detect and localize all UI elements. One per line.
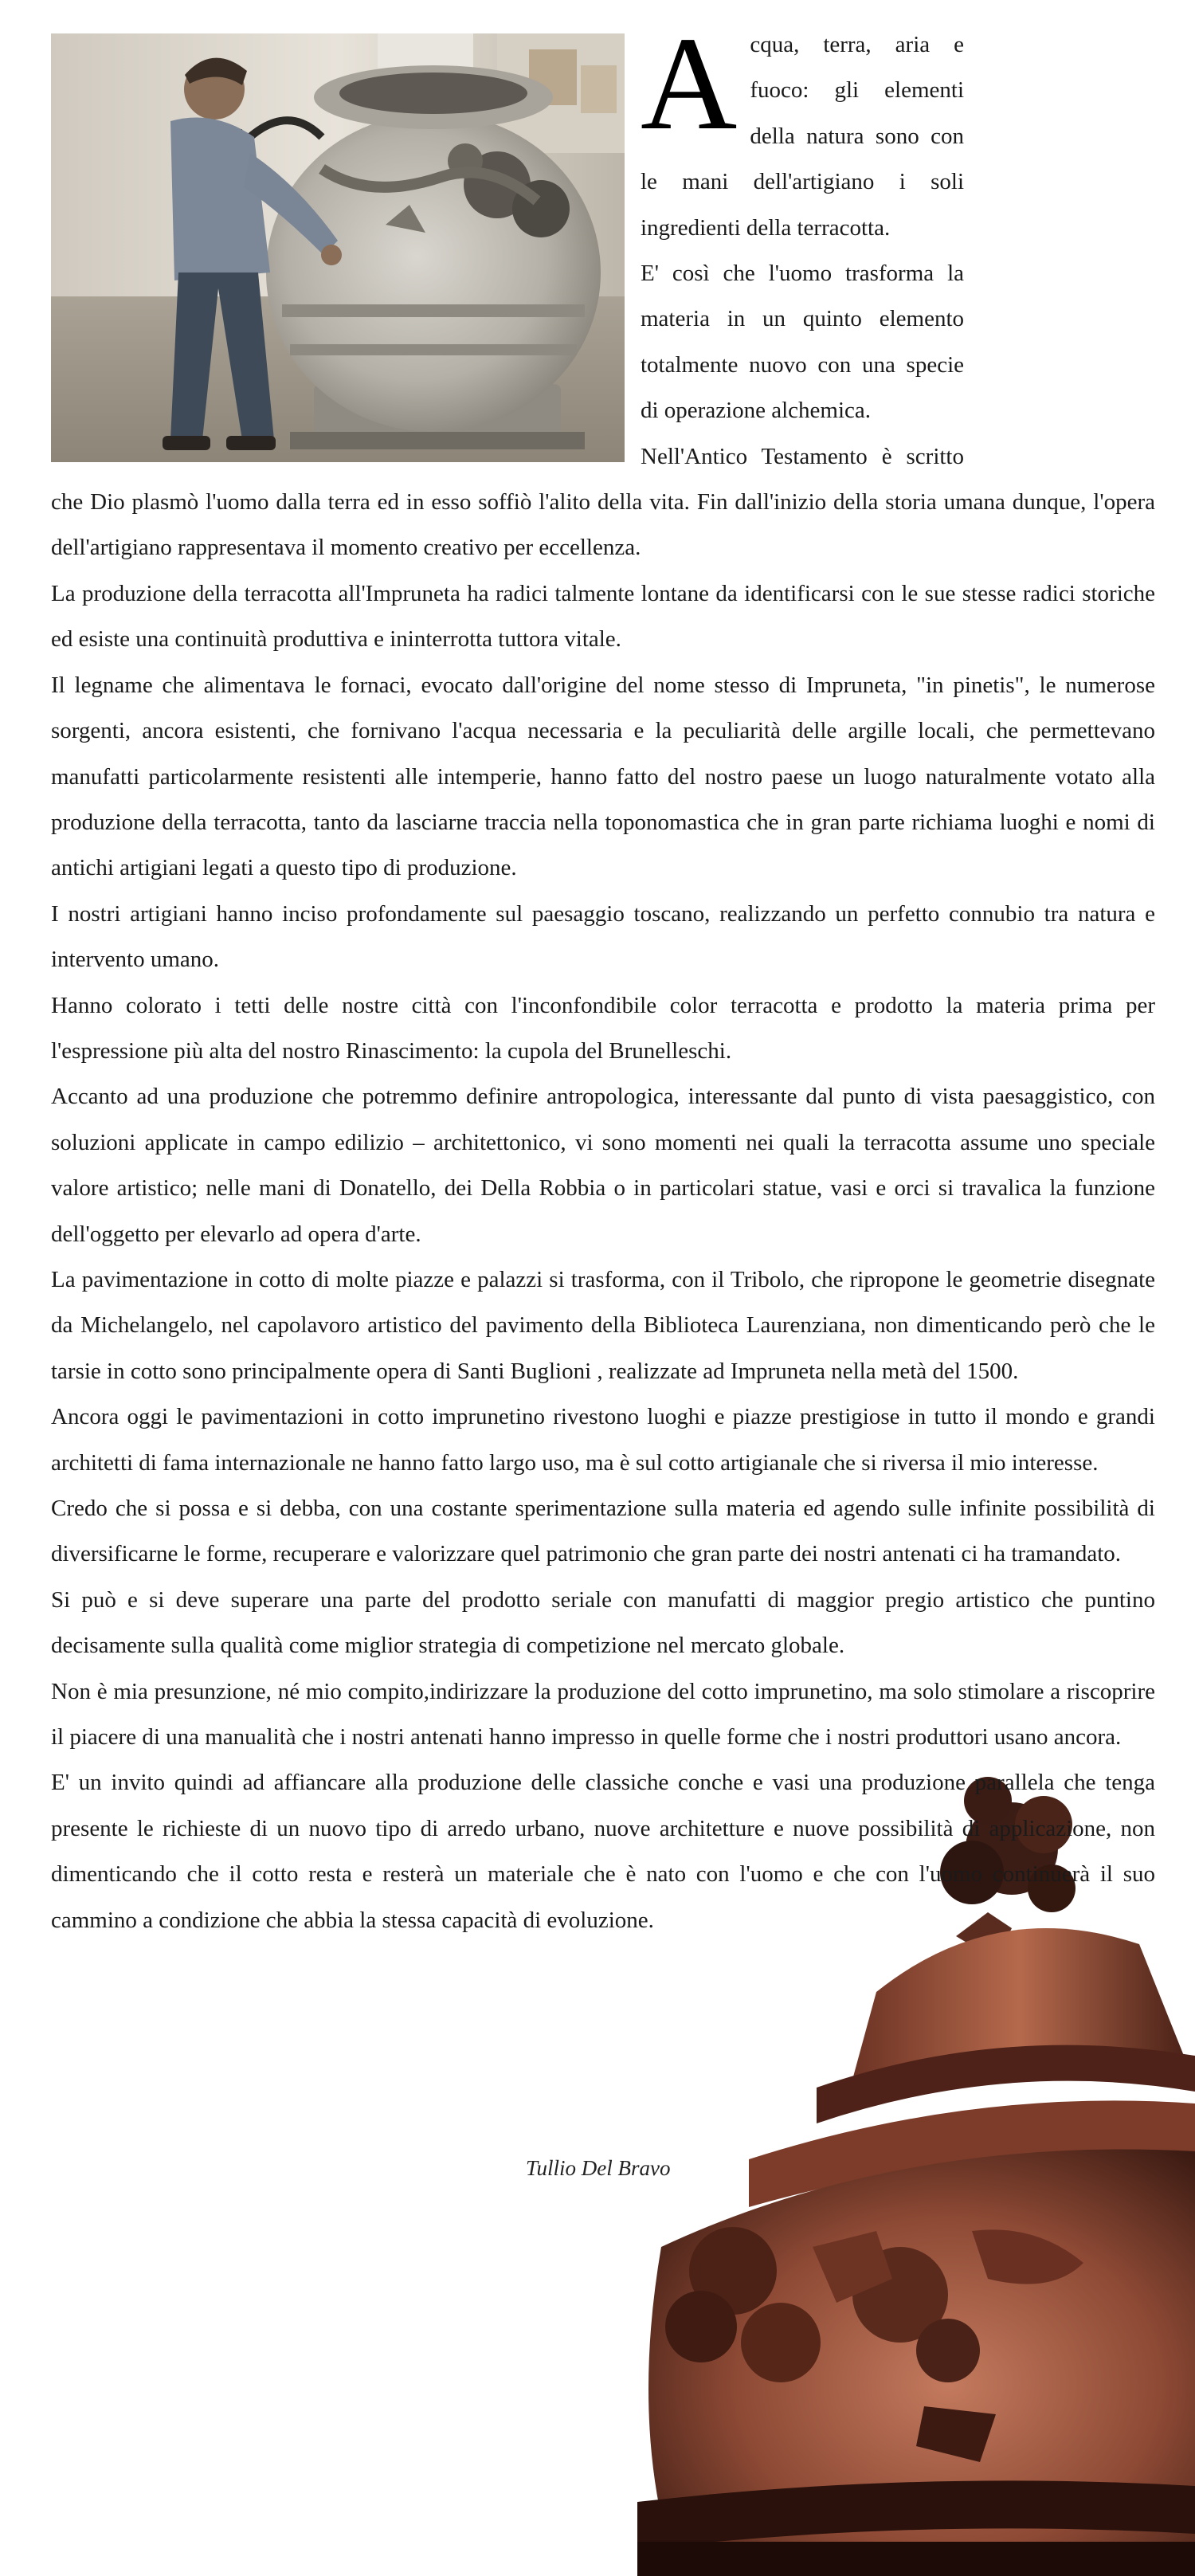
- jar-spacer: [964, 70, 1155, 453]
- paragraph-11: Credo che si possa e si debba, con una costante sperimentazione sulla materia ed agendo sulle infinite possibilità di diversificarne le forme, recuperare e valorizzare quel patrimonio che gran parte dei nostri antenati ci ha tramandato.: [51, 1496, 1155, 1567]
- author-signature: Tullio Del Bravo: [526, 2156, 671, 2180]
- paragraph-1-text: cqua, terra, aria e fuoco: gli elementi della natura sono con le mani dell'artigiano i soli ingredienti della terracotta.: [641, 32, 964, 241]
- article-text: [51, 10, 1155, 1943]
- paragraph-5: Il legname che alimentava le fornaci, evocato dall'origine del nome stesso di Impruneta, "in pinetis", le numerose sorgenti, ancora esistenti, che fornivano l'acqua necessaria e la peculiarità delle argille locali, che permettevano manufatti particolarmente resistenti alle intemperie, hanno fatto del nostro paese un luogo naturalmente votato alla produzione della terracotta, tanto da lasciarne traccia nella toponomastica che in gran parte richiama luoghi e nomi di antichi artigiani legati a questo tipo di produzione.: [51, 672, 1155, 881]
- paragraph-12: Si può e si deve superare una parte del prodotto seriale con manufatti di maggior pregio artistico che puntino decisamente sulla qualità come miglior strategia di competizione nel mercato globale.: [51, 1586, 1155, 1659]
- paragraph-2: E' così che l'uomo trasforma la materia in un quinto elemento totalmente nuovo con una specie di operazione alchemica.: [641, 261, 964, 424]
- paragraph-14: E' un invito quindi ad affiancare alla produzione delle classiche conche e vasi una produzione parallela che tenga presente le richieste di un nuovo tipo di arredo urbano, nuove architetture e nuove possibilità di applicazione, non dimenticando che il cotto resta e resterà un materiale che è nato con l'uomo e che con l'uomo continuerà il suo cammino a condizione che abbia la stessa capacità di evoluzione.: [51, 1770, 1155, 1933]
- paragraph-8: Accanto ad una produzione che potremmo definire antropologica, interessante dal punto di vista paesaggistico, con soluzioni applicate in campo edilizio – architettonico, vi sono momenti nei quali la terracotta assume uno speciale valore artistico; nelle mani di Donatello, dei Della Robbia o in particolari statue, vasi e orci si travalica la funzione dell'oggetto per elevarlo ad opera d'arte.: [51, 1084, 1155, 1247]
- paragraph-3: Nell'Antico Testamento è scritto che Dio plasmò l'uomo dalla terra ed in esso soffiò l'alito della vita. Fin dall'inizio della storia umana dunque, l'opera dell'artigiano rappresentava il momento creativo per eccellenza.: [51, 443, 1155, 561]
- drop-cap: A: [641, 10, 738, 158]
- paragraph-6: I nostri artigiani hanno inciso profondamente sul paesaggio toscano, realizzando un perfetto connubio tra natura e intervento umano.: [51, 900, 1155, 973]
- photo-spacer: [51, 22, 641, 476]
- paragraph-7: Hanno colorato i tetti delle nostre città con l'inconfondibile color terracotta e prodotto la materia prima per l'espressione più alta del nostro Rinascimento: la cupola del Brunelleschi.: [51, 992, 1155, 1064]
- paragraph-13: Non è mia presunzione, né mio compito,indirizzare la produzione del cotto imprunetino, ma solo stimolare a riscoprire il piacere di una manualità che i nostri antenati hanno impresso in quelle forme che i nostri produttori usano ancora.: [51, 1678, 1155, 1751]
- paragraph-10: Ancora oggi le pavimentazioni in cotto imprunetino rivestono luoghi e piazze prestigiose in tutto il mondo e grandi architetti di fama internazionale ne hanno fatto largo uso, ma è sul cotto artigianale che si riversa il mio interesse.: [51, 1404, 1155, 1476]
- paragraph-4: La produzione della terracotta all'Impruneta ha radici talmente lontane da identificarsi con le sue stesse radici storiche ed esiste una continuità produttiva e ininterrotta tuttora vitale.: [51, 580, 1155, 653]
- paragraph-9: La pavimentazione in cotto di molte piazze e palazzi si trasforma, con il Tribolo, che ripropone le geometrie disegnate da Michelangelo, nel capolavoro artistico del pavimento della Biblioteca Laurenziana, non dimenticando però che le tarsie in cotto sono principalmente opera di Santi Buglioni , realizzate ad Impruneta nella metà del 1500.: [51, 1266, 1155, 1384]
